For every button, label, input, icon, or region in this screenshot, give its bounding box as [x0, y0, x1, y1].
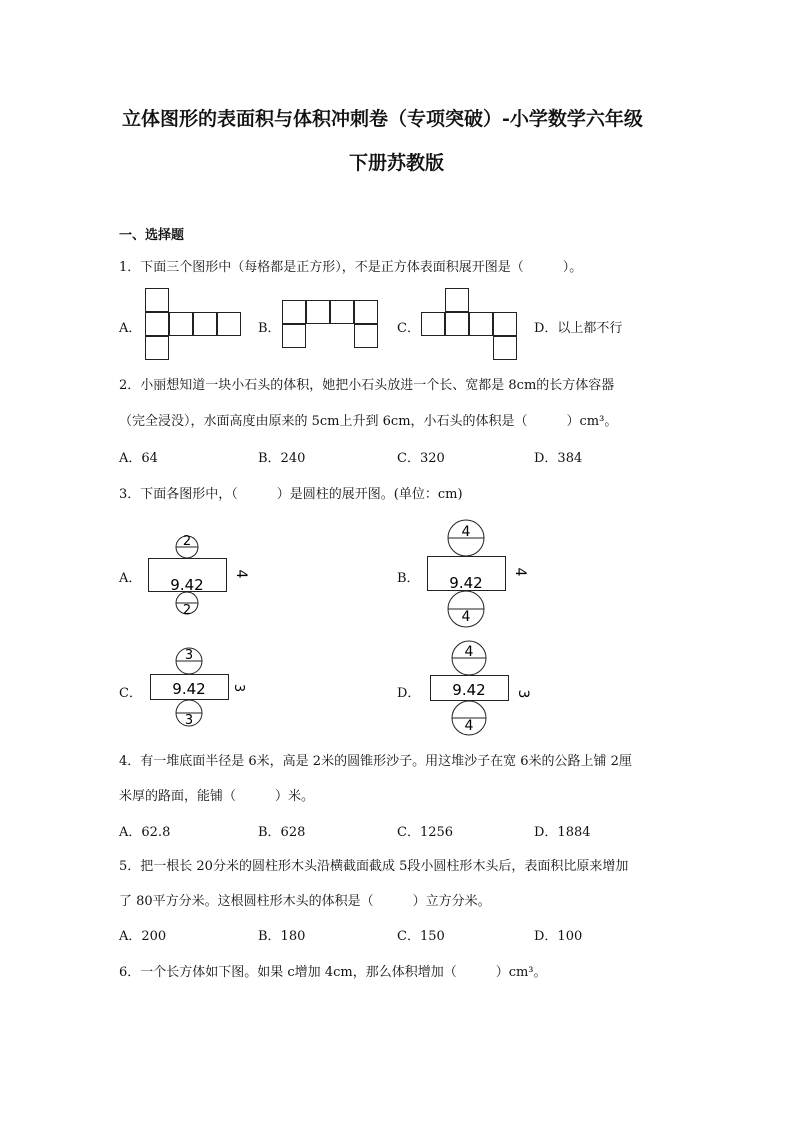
- question-5-line1: 5．把一根长 20分米的圆柱形木头沿横截面截成 5段小圆柱形木头后，表面积比原来增加: [119, 859, 629, 874]
- page-title-line2: 下册苏教版: [349, 152, 445, 174]
- question-2-option-d: D．384: [534, 451, 583, 466]
- fig-c-rect-label: 9.42: [172, 680, 206, 698]
- question-1-option-a-label: A．: [119, 321, 142, 336]
- fig-c-bottom-label: 3: [184, 713, 194, 728]
- question-2-option-c: C．320: [397, 451, 445, 466]
- question-4-line1: 4．有一堆底面半径是 6米，高是 2米的圆锥形沙子。用这堆沙子在宽 6米的公路上铺 2厘: [119, 754, 632, 769]
- fig-b-bottom-label: 4: [461, 609, 471, 625]
- fig-c-top-label: 3: [184, 648, 194, 663]
- question-5-option-b: B．180: [258, 929, 306, 944]
- cube-net-a: [145, 288, 242, 360]
- question-4-option-d: D．1884: [534, 825, 591, 840]
- question-3-option-d-label: D．: [397, 686, 421, 701]
- question-3-option-c-label: C．: [119, 686, 142, 701]
- section-heading: 一、选择题: [119, 228, 185, 243]
- question-1-option-c-label: C．: [397, 321, 420, 336]
- question-5-option-a: A．200: [119, 929, 167, 944]
- cube-net-b: [282, 300, 379, 348]
- fig-b-top-label: 4: [461, 524, 471, 540]
- fig-c-side-label: 3: [231, 683, 246, 693]
- question-5-option-c: C．150: [397, 929, 445, 944]
- cylinder-net-c: [140, 648, 250, 730]
- fig-d-rect-label: 9.42: [452, 681, 486, 699]
- question-5-line2: 了 80平方分米。这根圆柱形木头的体积是（ ）立方分米。: [119, 894, 491, 909]
- fig-d-bottom-label: 4: [464, 718, 474, 734]
- question-6-stem: 6．一个长方体如下图。如果 c增加 4cm，那么体积增加（ ）cm³。: [119, 965, 547, 980]
- fig-b-side-label: 4: [512, 567, 528, 577]
- cylinder-net-b: [420, 520, 530, 630]
- question-3-option-b-label: B．: [397, 571, 420, 586]
- question-3-stem: 3．下面各图形中，（ ）是圆柱的展开图。(单位：cm): [119, 487, 463, 502]
- question-4-line2: 米厚的路面，能铺（ ）米。: [119, 789, 315, 804]
- question-4-option-c: C．1256: [397, 825, 454, 840]
- cube-net-c: [421, 288, 518, 360]
- question-2-option-b: B．240: [258, 451, 306, 466]
- fig-b-rect-label: 9.42: [449, 574, 483, 592]
- fig-a-rect-label: 9.42: [170, 576, 204, 594]
- question-1-option-b-label: B．: [258, 321, 281, 336]
- page-title-line1: 立体图形的表面积与体积冲刺卷（专项突破）-小学数学六年级: [122, 108, 643, 130]
- fig-a-side-label: 4: [233, 569, 249, 579]
- question-1-stem: 1．下面三个图形中（每格都是正方形），不是正方体表面积展开图是（ ）。: [119, 260, 583, 275]
- fig-a-bottom-label: 2: [182, 603, 192, 618]
- cylinder-net-a: [140, 532, 250, 616]
- question-3-option-a-label: A．: [119, 571, 142, 586]
- question-2-line1: 2．小丽想知道一块小石头的体积，她把小石头放进一个长、宽都是 8cm的长方体容器: [119, 378, 615, 393]
- cylinder-net-d: [422, 641, 532, 741]
- question-4-option-a: A．62.8: [119, 825, 171, 840]
- question-4-option-b: B．628: [258, 825, 306, 840]
- question-2-option-a: A．64: [119, 451, 158, 466]
- question-5-option-d: D．100: [534, 929, 583, 944]
- fig-d-side-label: 3: [515, 689, 531, 699]
- fig-d-top-label: 4: [464, 644, 474, 660]
- question-2-line2: （完全浸没），水面高度由原来的 5cm上升到 6cm，小石头的体积是（ ）cm³。: [119, 414, 618, 429]
- question-1-option-d: D．以上都不行: [534, 321, 623, 336]
- fig-a-top-label: 2: [182, 534, 192, 549]
